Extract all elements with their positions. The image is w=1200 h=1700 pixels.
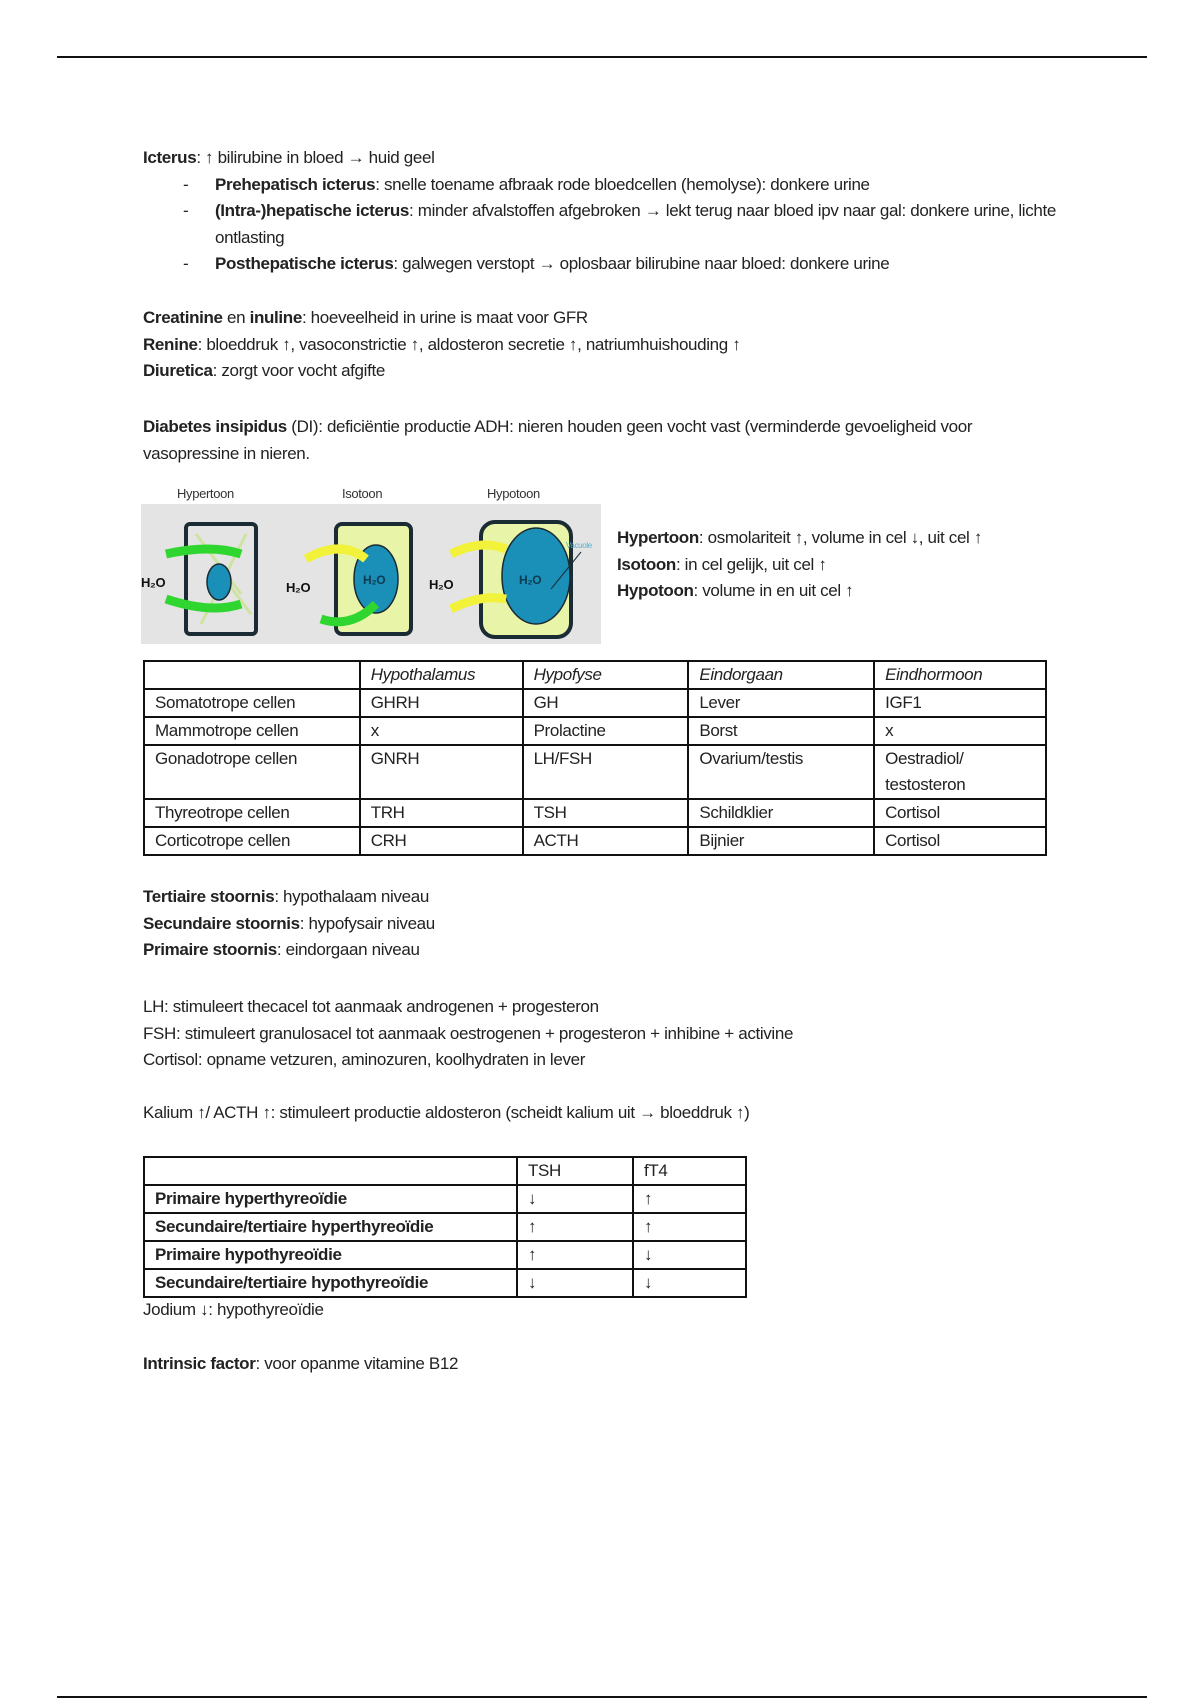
term: Primaire stoornis: [143, 940, 277, 959]
table-row: [144, 827, 1046, 855]
table-header: [144, 1157, 517, 1185]
figure-label-isotoon: Isotoon: [342, 486, 383, 501]
text: : hoeveelheid in urine is maat voor GFR: [301, 308, 588, 327]
renine-line: [143, 332, 740, 359]
table-cell: Primaire hyperthyreoïdie: [144, 1185, 517, 1213]
table-cell: GH: [523, 689, 689, 717]
term: Secundaire stoornis: [143, 913, 300, 933]
term: (Intra-)hepatische icterus: [215, 201, 410, 220]
table-header-row: [144, 1157, 746, 1185]
table-row: [144, 689, 1046, 717]
vacuole-label: Vacuole: [566, 541, 592, 550]
term: Posthepatische icterus: [215, 254, 394, 273]
table-cell: Somatotrope cellen: [144, 689, 360, 717]
table-row: [144, 799, 1046, 827]
term: Hypotoon: [617, 581, 694, 600]
table-cell: Corticotrope cellen: [144, 827, 360, 855]
table-cell: ↑: [633, 1185, 746, 1213]
table-cell: GNRH: [360, 745, 523, 799]
disorder-line: [143, 911, 435, 938]
table-cell: ↓: [517, 1269, 633, 1297]
table-row: [144, 1185, 746, 1213]
text: : hypothalaam niveau: [274, 887, 429, 906]
table-cell: ↓: [517, 1185, 633, 1213]
term: Hypertoon: [617, 528, 699, 547]
hormones-section: [143, 994, 793, 1074]
table-header: Hypothalamus: [360, 661, 523, 689]
table-header: fT4: [633, 1157, 746, 1185]
table-cell: Thyreotrope cellen: [144, 799, 360, 827]
water-label: H₂O: [141, 575, 166, 590]
water-label: H₂O: [519, 573, 542, 587]
text: : eindorgaan niveau: [276, 940, 420, 959]
text: : galwegen verstopt → oplosbaar bilirubine naar bloed: donkere urine: [393, 254, 890, 273]
icterus-section: [143, 145, 1083, 278]
table-cell: CRH: [360, 827, 523, 855]
cell-diagrams: [141, 504, 601, 644]
isotoon-line: [617, 552, 982, 579]
term: Prehepatisch icterus: [215, 174, 376, 194]
table-cell: IGF1: [874, 689, 1046, 717]
table-cell: Secundaire/tertiaire hyperthyreoïdie: [144, 1213, 517, 1241]
hormone-table: [143, 660, 1047, 856]
table-cell: ACTH: [523, 827, 689, 855]
thyroid-table: [143, 1156, 747, 1298]
term: Diabetes insipidus: [143, 417, 287, 436]
table-cell: Gonadotrope cellen: [144, 745, 360, 799]
disorder-line: [143, 884, 435, 911]
table-cell: Primaire hypothyreoïdie: [144, 1241, 517, 1269]
table-cell: Cortisol: [874, 827, 1046, 855]
figure-label-hypotoon: Hypotoon: [487, 486, 540, 501]
tonicity-definitions: [617, 525, 982, 605]
term: Renine: [143, 334, 198, 354]
disorder-line: [143, 937, 435, 964]
table-cell: Mammotrope cellen: [144, 717, 360, 745]
table-cell: Oestradiol/ testosteron: [874, 745, 1046, 799]
table-row: [144, 717, 1046, 745]
water-label: H₂O: [363, 573, 386, 587]
text: : zorgt voor vocht afgifte: [212, 361, 385, 380]
icterus-line: [143, 145, 1083, 172]
table-cell: GHRH: [360, 689, 523, 717]
text: : minder afvalstoffen afgebroken → lekt terug naar bloed ipv naar gal: donkere urine, lichte ontlasting: [215, 201, 1056, 247]
table-header: Eindorgaan: [688, 661, 874, 689]
table-header: TSH: [517, 1157, 633, 1185]
text: (DI): deficiëntie productie ADH: nieren houden geen vocht vast (verminderde gevoeligheid voor vasopressine in nieren.: [143, 417, 973, 463]
text: : bloeddruk ↑, vasoconstrictie ↑, aldosteron secretie ↑, natriumhuishouding ↑: [197, 334, 741, 354]
text: : voor opanme vitamine B12: [255, 1354, 459, 1373]
table-cell: Schildklier: [688, 799, 874, 827]
table-cell: Prolactine: [523, 717, 689, 745]
creatinine-line: [143, 305, 740, 332]
water-label: H₂O: [429, 577, 454, 592]
text: : ↑ bilirubine in bloed → huid geel: [196, 148, 435, 167]
table-row: [144, 1269, 746, 1297]
table-cell: Borst: [688, 717, 874, 745]
table-cell: TSH: [523, 799, 689, 827]
table-cell: LH/FSH: [523, 745, 689, 799]
footer-rule: [57, 1696, 1147, 1698]
term: Diuretica: [143, 361, 213, 380]
disorders-section: [143, 884, 435, 964]
table-cell: x: [874, 717, 1046, 745]
water-label: H₂O: [286, 580, 311, 595]
table-cell: Cortisol: [874, 799, 1046, 827]
term: inuline: [249, 308, 302, 327]
term: Tertiaire stoornis: [143, 887, 275, 906]
term: Intrinsic factor: [143, 1354, 256, 1373]
table-cell: ↑: [633, 1213, 746, 1241]
text: : in cel gelijk, uit cel ↑: [675, 554, 827, 574]
figure-label-hypertoon: Hypertoon: [177, 486, 234, 501]
diuretica-line: [143, 358, 740, 385]
text: : hypofysair niveau: [299, 913, 435, 933]
table-cell: ↑: [517, 1241, 633, 1269]
diabetes-section: [143, 414, 1043, 467]
table-cell: Lever: [688, 689, 874, 717]
term: Icterus: [143, 148, 197, 167]
table-row: [144, 745, 1046, 799]
text: en: [222, 308, 250, 327]
text: : snelle toename afbraak rode bloedcellen (hemolyse): donkere urine: [375, 174, 870, 194]
table-row: [144, 1213, 746, 1241]
table-header: Hypofyse: [523, 661, 689, 689]
table-header-row: [144, 661, 1046, 689]
kalium-line: Kalium ↑/ ACTH ↑: stimuleert productie aldosteron (scheidt kalium uit → bloeddruk ↑): [143, 1103, 750, 1122]
hypotoon-line: [617, 578, 982, 605]
term: Creatinine: [143, 308, 223, 327]
table-cell: ↑: [517, 1213, 633, 1241]
table-cell: ↓: [633, 1269, 746, 1297]
header-rule: [57, 56, 1147, 58]
jodium-line: Jodium ↓: hypothyreoïdie: [143, 1300, 324, 1319]
text: : volume in en uit cel ↑: [693, 581, 854, 600]
table-cell: Ovarium/testis: [688, 745, 874, 799]
table-row: [144, 1241, 746, 1269]
list-item: - Posthepatische icterus: galwegen verstopt → oplosbaar bilirubine naar bloed: donkere urine: [183, 254, 890, 273]
table-cell: x: [360, 717, 523, 745]
kidney-section: [143, 305, 740, 385]
text-line: Cortisol: opname vetzuren, aminozuren, koolhydraten in lever: [143, 1050, 586, 1069]
list-item: - (Intra-)hepatische icterus: minder afvalstoffen afgebroken → lekt terug naar bloed ipv naar gal: donkere urine, lichte ontlasting: [183, 201, 1056, 247]
table-header: [144, 661, 360, 689]
text: : osmolariteit ↑, volume in cel ↓, uit cel ↑: [698, 528, 983, 547]
table-cell: Secundaire/tertiaire hypothyreoïdie: [144, 1269, 517, 1297]
term: Isotoon: [617, 554, 676, 574]
table-cell: TRH: [360, 799, 523, 827]
list-item: - Prehepatisch icterus: snelle toename afbraak rode bloedcellen (hemolyse): donkere urine: [183, 174, 870, 194]
table-header: Eindhormoon: [874, 661, 1046, 689]
hypertoon-line: [617, 525, 982, 552]
table-cell: ↓: [633, 1241, 746, 1269]
intrinsic-factor-line: [143, 1351, 458, 1378]
table-cell: Bijnier: [688, 827, 874, 855]
text-line: FSH: stimuleert granulosacel tot aanmaak oestrogenen + progesteron + inhibine + activine: [143, 1023, 794, 1043]
text-line: LH: stimuleert thecacel tot aanmaak androgenen + progesteron: [143, 997, 599, 1016]
